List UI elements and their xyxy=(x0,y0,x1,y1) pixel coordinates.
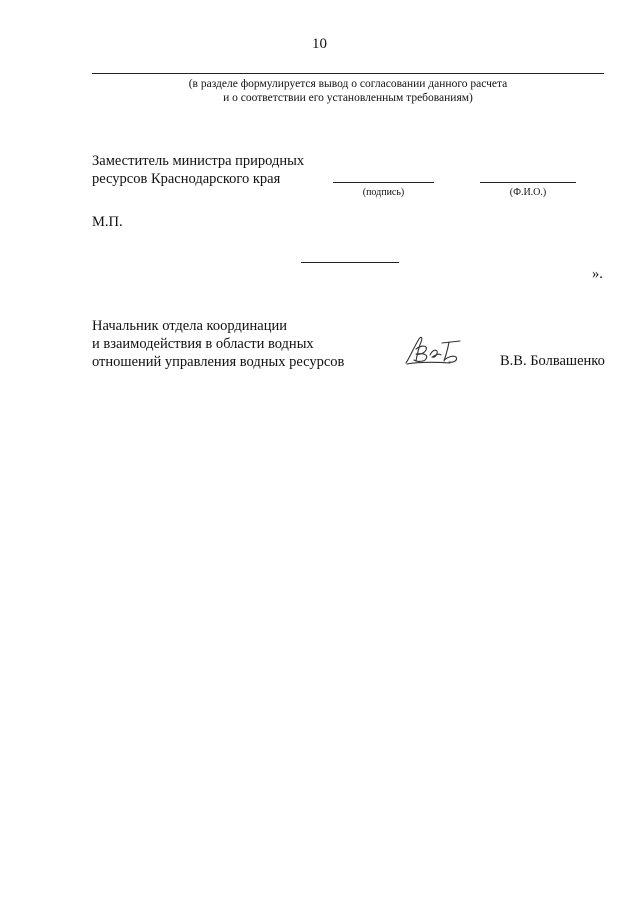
approval-note-line-2: и о соответствии его установленным требованиям) xyxy=(223,92,473,104)
seal-label: М.П. xyxy=(92,214,123,230)
page-number: 10 xyxy=(312,36,327,52)
deputy-title-line-1: Заместитель министра природных xyxy=(92,153,305,169)
head-title-line-3: отношений управления водных ресурсов xyxy=(92,354,345,370)
deputy-title-line-2: ресурсов Краснодарского края xyxy=(92,171,281,187)
head-name: В.В. Болвашенко xyxy=(500,353,605,369)
head-title-line-2: и взаимодействия в области водных xyxy=(92,336,314,352)
signature-caption: (подпись) xyxy=(362,187,405,198)
deputy-name-line xyxy=(480,182,576,183)
handwritten-signature xyxy=(404,333,464,367)
head-title-line-1: Начальник отдела координации xyxy=(92,318,288,334)
closing-quote: ». xyxy=(592,266,603,282)
name-caption: (Ф.И.О.) xyxy=(509,187,547,198)
deputy-signature-line xyxy=(333,182,434,183)
approval-note-line-1: (в разделе формулируется вывод о согласовании данного расчета xyxy=(188,78,508,90)
top-rule xyxy=(92,73,604,74)
date-line xyxy=(301,262,399,263)
